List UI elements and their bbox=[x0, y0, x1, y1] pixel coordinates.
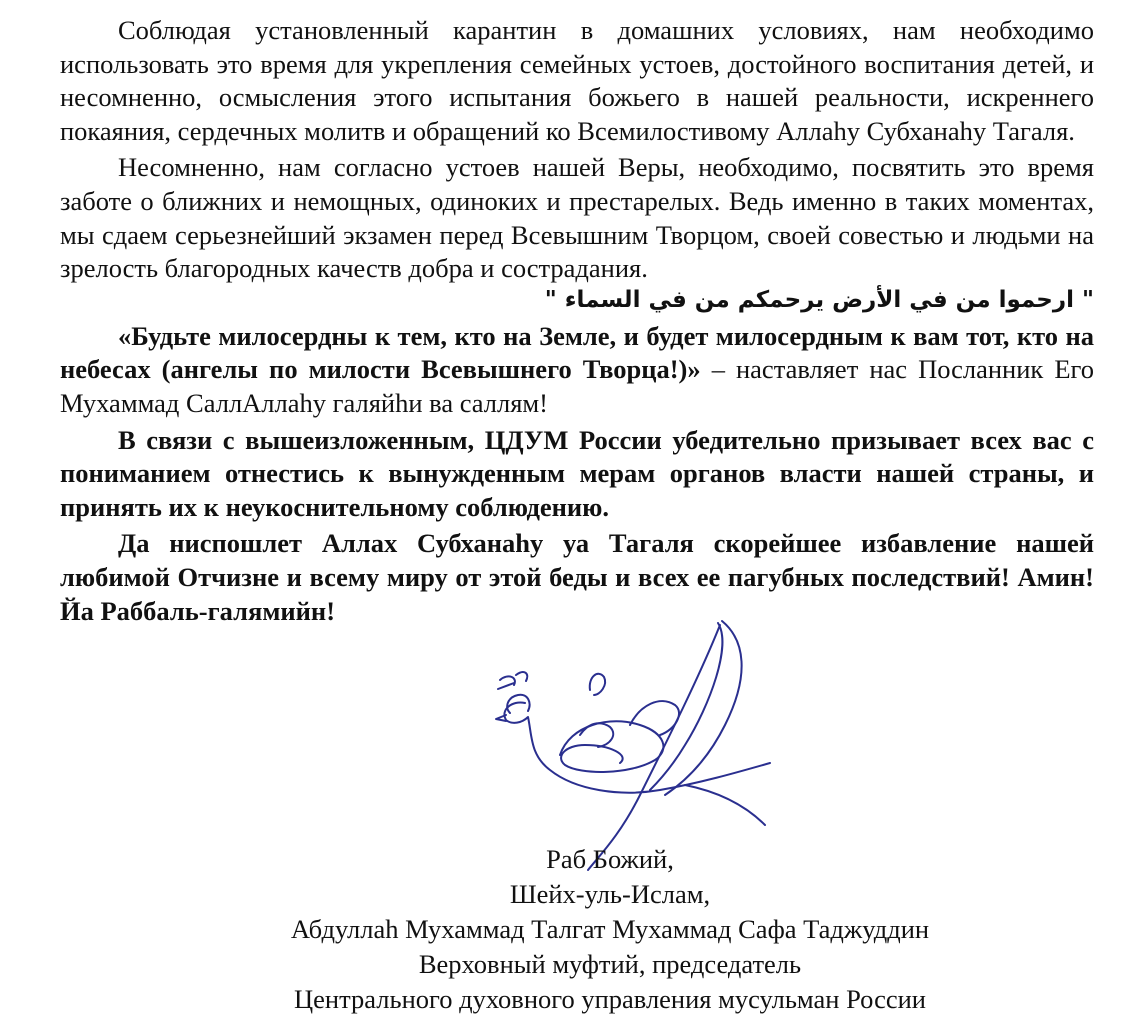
signature-line-servant: Раб Божий, bbox=[546, 844, 674, 874]
signature-script-loop bbox=[580, 723, 613, 747]
hadith-attribution: – наставляет нас Посланник Его Мухаммад СаллАллаhу галяйhи ва саллям! bbox=[60, 354, 1094, 418]
signature-stroke-loop-top bbox=[650, 623, 722, 790]
handwritten-signature bbox=[470, 585, 780, 875]
letter-body bbox=[60, 14, 1094, 628]
hadith-translation-bold: «Будьте милосердны к тем, кто на Земле, и будет милосердным к вам тот, кто на небесах (ангелы по милости Всевышнего Творца!)» bbox=[60, 320, 1094, 385]
arabic-hadith-quote: " ارحموا من في الأرض يرحمكم من في السماء " bbox=[544, 286, 1094, 313]
signature-line-title: Шейх-уль-Ислам, bbox=[509, 879, 711, 909]
paragraph-quarantine: Соблюдая установленный карантин в домашних условиях, нам необходимо использовать это время для укрепления семейных устоев, достойного воспитания детей, и несомненно, осмысления этого испытания божьего в нашей реальности, искреннего покаяния, сердечных молитв и обращений ко Всемилостивому Аллаhу Субханаhу Тагаля. bbox=[60, 15, 1094, 146]
signature-upper-curl bbox=[590, 674, 605, 695]
signature-line-position: Верховный муфтий, председатель bbox=[418, 949, 802, 979]
paragraph-prayer: Да ниспошлет Аллах Субханаhу уа Тагаля скорейшее избавление нашей любимой Отчизне и всему миру от этой беды и всех ее пагубных последствий! Амин! Йа Раббаль-галямийн! bbox=[60, 528, 1094, 626]
paragraph-care-for-neighbors: Несомненно, нам согласно устоев нашей Веры, необходимо, посвятить это время заботе о ближних и немощных, одиноких и престарелых. Ведь именно в таких моментах, мы сдаем серьезнейший экзамен перед Всевышним Творцом, своей совестью и людьми на зрелость благородных качеств добра и сострадания. bbox=[60, 152, 1094, 284]
signature-block bbox=[150, 842, 1070, 1017]
paragraph-call-to-comply: В связи с вышеизложенным, ЦДУМ России убедительно призывает всех вас с пониманием отнестись к вынужденным мерам органов власти нашей страны, и принять их к неукоснительному соблюдению. bbox=[60, 424, 1094, 522]
signature-stroke-loop-outer bbox=[665, 621, 742, 795]
signature-line-name: Абдуллаh Мухаммад Талгат Мухаммад Сафа Таджуддин bbox=[290, 914, 930, 944]
paragraph-hadith-translation bbox=[60, 320, 1094, 421]
signature-small-mark bbox=[498, 672, 527, 689]
signature-line-organization: Центрального духовного управления мусульман России bbox=[294, 984, 926, 1014]
signature-right-swash bbox=[685, 785, 765, 825]
